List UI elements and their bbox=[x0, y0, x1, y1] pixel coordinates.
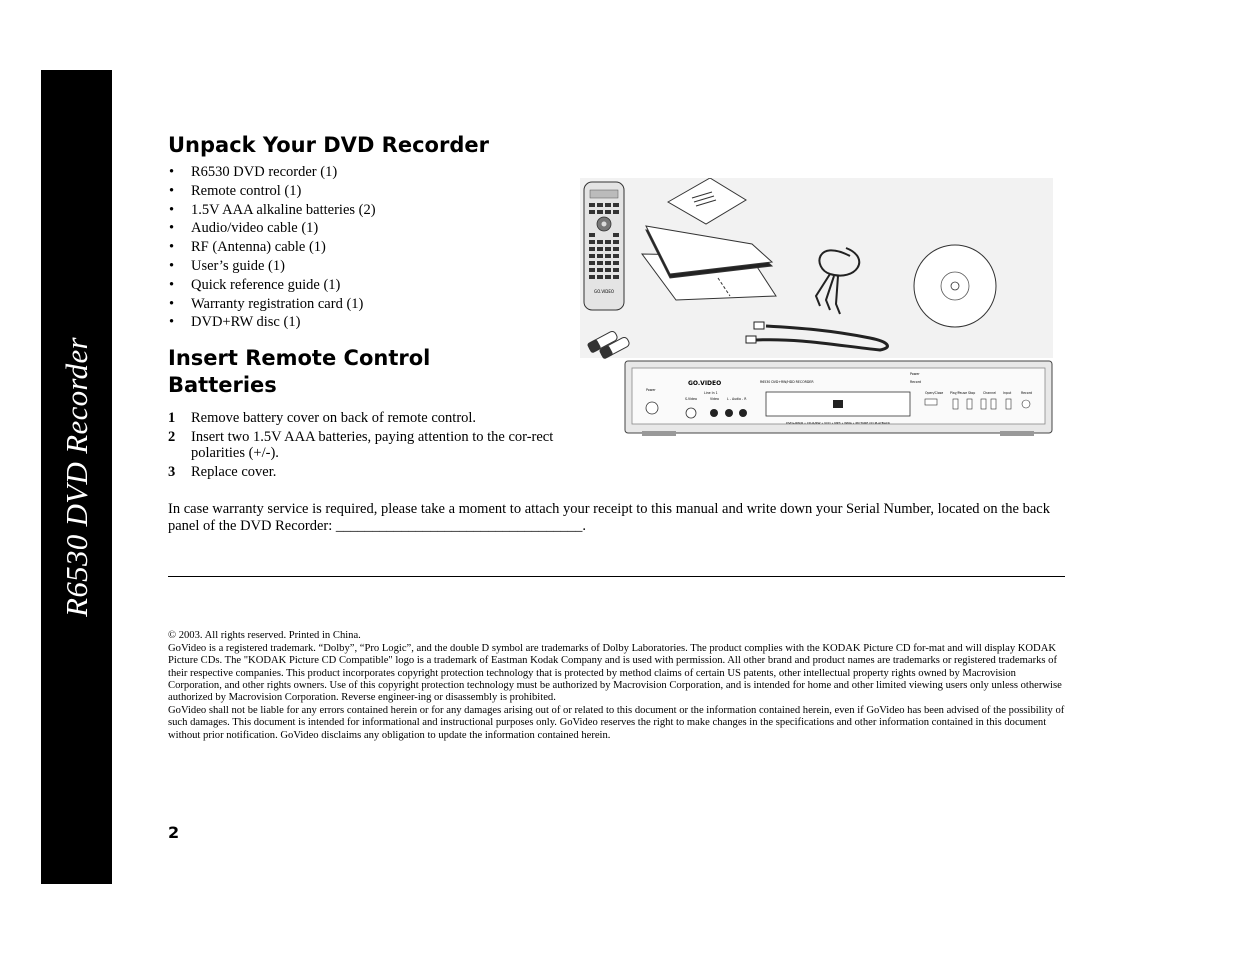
list-item-text: User’s guide (1) bbox=[191, 257, 285, 274]
video-label: Video bbox=[710, 397, 719, 401]
sidebar bbox=[41, 70, 112, 884]
bullet: • bbox=[169, 276, 175, 293]
legal-notice bbox=[168, 630, 1065, 743]
list-item bbox=[168, 257, 376, 276]
bullet: • bbox=[169, 164, 175, 180]
list-item bbox=[168, 295, 376, 314]
step-number: 1 bbox=[168, 410, 176, 426]
list-item-text: R6530 DVD recorder (1) bbox=[191, 164, 338, 180]
list-item-text: Remote control (1) bbox=[191, 182, 302, 199]
play-pause-label: Play/Pause bbox=[950, 391, 968, 395]
copyright-text: © 2003. All rights reserved. Printed in China. bbox=[168, 630, 361, 641]
remote-control-icon bbox=[584, 182, 624, 310]
divider bbox=[168, 576, 1065, 577]
list-item bbox=[168, 276, 376, 295]
step-text: Insert two 1.5V AAA batteries, paying attention to the cor-rect polarities (+/-). bbox=[191, 429, 554, 461]
warranty-note: In case warranty service is required, please take a moment to attach your receipt to this manual and write down your Serial Number, located on the back panel of the DVD Recorder: __________________________________. bbox=[168, 501, 1050, 534]
power-button-label: Power bbox=[646, 388, 656, 392]
insert-heading: Insert Remote Control Batteries bbox=[168, 346, 431, 397]
formats-label: DVD+RW/R • CD-R/RW • VCD • MP3 • WMA • PICTURE CD PLAYBACK bbox=[786, 421, 890, 425]
bullet: • bbox=[169, 295, 175, 312]
list-item bbox=[168, 182, 376, 201]
step-text: Remove battery cover on back of remote control. bbox=[191, 410, 477, 426]
step-item bbox=[168, 464, 563, 480]
list-item-text: DVD+RW disc (1) bbox=[191, 314, 301, 331]
list-item-text: RF (Antenna) cable (1) bbox=[191, 239, 326, 256]
open-close-label: Open/Close bbox=[925, 391, 944, 395]
step-number: 3 bbox=[168, 464, 176, 480]
remote-brand-label: GO.VIDEO bbox=[593, 289, 615, 294]
step-item bbox=[168, 410, 563, 426]
dvd-recorder-icon bbox=[625, 361, 1052, 436]
record-led-label: Record bbox=[910, 380, 922, 384]
step-number: 2 bbox=[168, 429, 176, 445]
list-item bbox=[168, 238, 376, 257]
device-model-line: R6530 DVD+RW/HDD RECORDER bbox=[760, 380, 814, 384]
list-item bbox=[168, 219, 376, 238]
list-item bbox=[168, 163, 376, 182]
line-in-label: Line In 1 bbox=[704, 391, 718, 395]
bullet: • bbox=[169, 239, 175, 256]
step-text: Replace cover. bbox=[191, 464, 277, 480]
list-item-text: 1.5V AAA alkaline batteries (2) bbox=[191, 201, 376, 218]
record-button-label: Record bbox=[1021, 391, 1033, 395]
unpack-list bbox=[168, 163, 376, 332]
unpack-heading: Unpack Your DVD Recorder bbox=[168, 133, 489, 157]
dvd-disc-icon bbox=[914, 245, 996, 327]
channel-label: Channel bbox=[983, 391, 997, 395]
package-contents-illustration bbox=[580, 178, 1055, 438]
sidebar-title: R6530 DVD Recorder bbox=[58, 337, 94, 617]
step-item bbox=[168, 429, 563, 461]
bullet: • bbox=[169, 220, 175, 237]
list-item bbox=[168, 201, 376, 220]
device-brand: GO.VIDEO bbox=[688, 380, 722, 387]
page-number: 2 bbox=[168, 823, 180, 842]
bullet: • bbox=[169, 257, 175, 274]
list-item-text: Warranty registration card (1) bbox=[191, 295, 364, 312]
svideo-label: S-Video bbox=[685, 397, 697, 401]
power-led-label: Power bbox=[910, 372, 920, 376]
list-item-text: Quick reference guide (1) bbox=[191, 276, 341, 293]
stop-label: Stop bbox=[968, 391, 976, 395]
audio-label: L - Audio - R bbox=[727, 397, 747, 401]
power-button bbox=[646, 402, 658, 414]
insert-steps bbox=[168, 410, 563, 483]
trademark-text: GoVideo is a registered trademark. “Dolby”, “Pro Logic”, and the double D symbol are trademarks of Dolby Laboratories. The product complies with the KODAK Picture CD for-mat and will display KODAK Picture CDs. The "KODAK Picture CD Compatible" logo is a trademark of Eastman Kodak Company and is used with permission. All other brand and product names are trademarks or registered trademarks of their respective companies. This product incorporates copyright protection technology that is protected by method claims of certain US patents, other intellectual property rights owned by Macrovision Corporation, and other rights owners. Use of this copyright protection technology must be authorized by Macrovision Corporation, and is intended for home and other limited viewing users only unless otherwise authorized by Macrovision Corporation. Reverse engineer-ing or disassembly is prohibited. bbox=[168, 643, 1062, 704]
list-item bbox=[168, 313, 376, 332]
bullet: • bbox=[169, 314, 175, 331]
bullet: • bbox=[169, 201, 175, 218]
list-item-text: Audio/video cable (1) bbox=[191, 220, 319, 237]
input-label: Input bbox=[1003, 391, 1012, 395]
bullet: • bbox=[169, 182, 175, 199]
liability-text: GoVideo shall not be liable for any errors contained herein or for any damages arising out of or related to this document or the information contained herein, even if GoVideo has been advised of the possibility of such damages. This document is intended for informational and instructional purposes only. GoVideo reserves the right to make changes in the specifications and other information contained in this document without prior notification. GoVideo disclaims any obligation to update the information contained herein. bbox=[168, 705, 1065, 741]
